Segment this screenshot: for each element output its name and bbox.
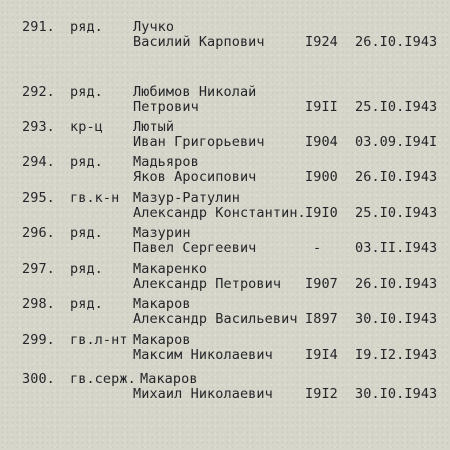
entry-given-name: Александр Васильевич	[133, 311, 298, 327]
entry-given-name: Александр Петрович	[133, 276, 282, 292]
entry-surname: Лучко	[133, 19, 175, 35]
entry-surname: Мазурин	[133, 225, 191, 241]
entry-given-name: Петрович	[133, 99, 199, 115]
entry-rank: кр-ц	[70, 119, 103, 135]
entry-death-date: 26.I0.I943	[355, 276, 438, 292]
entry-birth-year: -	[313, 240, 322, 256]
entry-rank: ряд.	[70, 261, 103, 277]
entry-surname: Макаров	[140, 371, 198, 387]
entry-given-name: Михаил Николаевич	[133, 386, 273, 402]
entry-death-date: 03.09.I94I	[355, 134, 438, 150]
entry-surname: Макаров	[133, 332, 191, 348]
entry-death-date: 25.I0.I943	[355, 205, 438, 221]
entry-number: 298.	[22, 296, 55, 312]
list-item	[0, 20, 450, 50]
list-item	[0, 120, 450, 150]
entry-death-date: 30.I0.I943	[355, 386, 438, 402]
entry-given-name: Максим Николаевич	[133, 347, 273, 363]
list-item	[0, 333, 450, 363]
entry-surname: Макаренко	[133, 261, 208, 277]
list-item	[0, 191, 450, 221]
entry-surname: Макаров	[133, 296, 191, 312]
entry-given-name: Иван Григорьевич	[133, 134, 265, 150]
entry-surname: Мазур-Ратулин	[133, 190, 240, 206]
entry-birth-year: I904	[305, 134, 338, 150]
entry-birth-year: I9I0	[305, 205, 338, 221]
entry-birth-year: I897	[305, 311, 338, 327]
entry-surname: Любимов Николай	[133, 84, 257, 100]
entry-rank: ряд.	[70, 225, 103, 241]
entry-death-date: 26.I0.I943	[355, 34, 438, 50]
entry-number: 292.	[22, 84, 55, 100]
entry-death-date: I9.I2.I943	[355, 347, 438, 363]
entry-birth-year: I924	[305, 34, 338, 50]
list-item	[0, 372, 450, 402]
entry-rank: ряд.	[70, 84, 103, 100]
entry-death-date: 30.I0.I943	[355, 311, 438, 327]
list-item	[0, 155, 450, 185]
entry-death-date: 25.I0.I943	[355, 99, 438, 115]
entry-number: 293.	[22, 119, 55, 135]
entry-number: 295.	[22, 190, 55, 206]
list-item	[0, 297, 450, 327]
entry-number: 300.	[22, 371, 55, 387]
entry-birth-year: I9I4	[305, 347, 338, 363]
entry-birth-year: I9I2	[305, 386, 338, 402]
list-item	[0, 262, 450, 292]
entry-surname: Мадьяров	[133, 154, 199, 170]
entry-surname: Лютый	[133, 119, 175, 135]
entry-number: 296.	[22, 225, 55, 241]
list-item	[0, 226, 450, 256]
entry-birth-year: I900	[305, 169, 338, 185]
entry-number: 294.	[22, 154, 55, 170]
entry-death-date: 26.I0.I943	[355, 169, 438, 185]
list-item	[0, 85, 450, 115]
entry-birth-year: I907	[305, 276, 338, 292]
entry-rank: гв.к-н	[70, 190, 120, 206]
entry-rank: гв.л-нт	[70, 332, 128, 348]
entry-rank: гв.серж.	[70, 371, 136, 387]
entry-given-name: Василий Карпович	[133, 34, 265, 50]
entry-given-name: Павел Сергеевич	[133, 240, 257, 256]
entry-rank: ряд.	[70, 19, 103, 35]
entry-given-name: Яков Аросипович	[133, 169, 257, 185]
entry-number: 291.	[22, 19, 55, 35]
entry-number: 299.	[22, 332, 55, 348]
entry-death-date: 03.II.I943	[355, 240, 438, 256]
entry-given-name: Александр Константин.	[133, 205, 306, 221]
entry-rank: ряд.	[70, 154, 103, 170]
entry-birth-year: I9II	[305, 99, 338, 115]
entry-rank: ряд.	[70, 296, 103, 312]
entry-number: 297.	[22, 261, 55, 277]
